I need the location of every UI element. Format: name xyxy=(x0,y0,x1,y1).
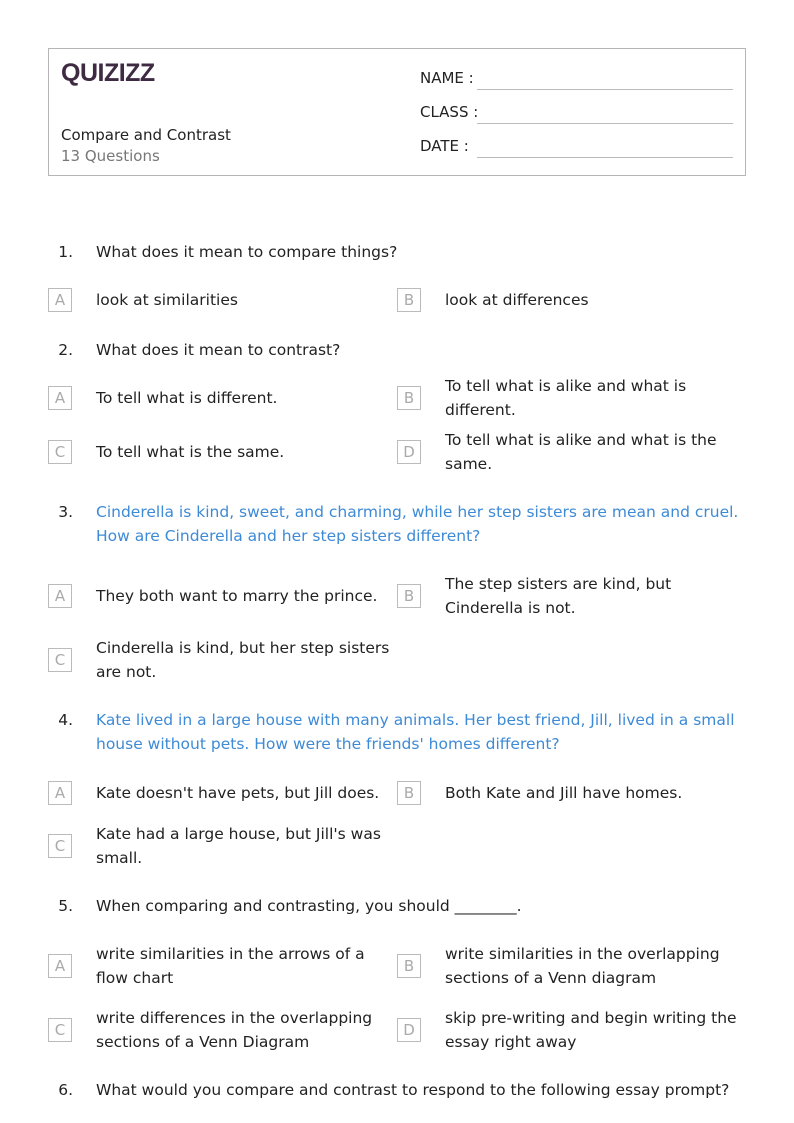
option-text[interactable]: To tell what is alike and what is different. xyxy=(445,377,687,419)
option-text[interactable]: The step sisters are kind, but Cinderella is not. xyxy=(445,575,672,617)
option-letter-box-d[interactable]: D xyxy=(397,1018,421,1042)
quizizz-logo: QUIZIZZ xyxy=(61,59,155,87)
date-label: DATE : xyxy=(420,137,469,155)
option-letter-box-b[interactable]: B xyxy=(397,584,421,608)
question-text: Cinderella is kind, sweet, and charming, while her step sisters are mean and cruel. How are Cinderella and her step sisters different? xyxy=(96,503,739,545)
option-text[interactable]: To tell what is alike and what is the same. xyxy=(445,431,717,473)
class-field[interactable] xyxy=(477,123,733,124)
option-letter-box-a[interactable]: A xyxy=(48,781,72,805)
option-text[interactable]: look at similarities xyxy=(96,291,238,309)
option-text[interactable]: write similarities in the arrows of a flow chart xyxy=(96,945,365,987)
option-letter-box-a[interactable]: A xyxy=(48,584,72,608)
option-text[interactable]: write differences in the overlapping sections of a Venn Diagram xyxy=(96,1009,373,1051)
class-label: CLASS : xyxy=(420,103,479,121)
date-field[interactable] xyxy=(477,157,733,158)
name-label: NAME : xyxy=(420,69,474,87)
question-number: 5. xyxy=(58,897,73,915)
option-letter-box-b[interactable]: B xyxy=(397,954,421,978)
worksheet-header xyxy=(48,48,746,176)
question-text: What does it mean to contrast? xyxy=(96,341,341,359)
question-count: 13 Questions xyxy=(61,147,160,165)
option-text[interactable]: write similarities in the overlapping sections of a Venn diagram xyxy=(445,945,720,987)
option-letter-box-b[interactable]: B xyxy=(397,386,421,410)
option-text[interactable]: Cinderella is kind, but her step sisters are not. xyxy=(96,639,390,681)
question-text: Kate lived in a large house with many animals. Her best friend, Jill, lived in a small house without pets. How were the friends' homes different? xyxy=(96,711,735,753)
option-letter-box-d[interactable]: D xyxy=(397,440,421,464)
question-number: 3. xyxy=(58,503,73,521)
option-letter-box-c[interactable]: C xyxy=(48,834,72,858)
option-text[interactable]: They both want to marry the prince. xyxy=(96,587,378,605)
option-letter-box-c[interactable]: C xyxy=(48,440,72,464)
question-text: What would you compare and contrast to respond to the following essay prompt? xyxy=(96,1081,730,1099)
question-text: When comparing and contrasting, you should ________. xyxy=(96,897,522,915)
option-text[interactable]: look at differences xyxy=(445,291,589,309)
option-letter-box-c[interactable]: C xyxy=(48,648,72,672)
option-letter-box-a[interactable]: A xyxy=(48,954,72,978)
worksheet-title: Compare and Contrast xyxy=(61,126,231,144)
option-letter-box-a[interactable]: A xyxy=(48,386,72,410)
option-text[interactable]: Kate doesn't have pets, but Jill does. xyxy=(96,784,380,802)
option-text[interactable]: Kate had a large house, but Jill's was small. xyxy=(96,825,381,867)
option-letter-box-a[interactable]: A xyxy=(48,288,72,312)
option-text[interactable]: Both Kate and Jill have homes. xyxy=(445,784,683,802)
question-number: 4. xyxy=(58,711,73,729)
option-letter-box-b[interactable]: B xyxy=(397,781,421,805)
option-text[interactable]: To tell what is the same. xyxy=(96,443,285,461)
name-field[interactable] xyxy=(477,89,733,90)
question-text: What does it mean to compare things? xyxy=(96,243,398,261)
question-number: 2. xyxy=(58,341,73,359)
option-text[interactable]: To tell what is different. xyxy=(96,389,278,407)
option-letter-box-b[interactable]: B xyxy=(397,288,421,312)
option-letter-box-c[interactable]: C xyxy=(48,1018,72,1042)
question-number: 1. xyxy=(58,243,73,261)
option-text[interactable]: skip pre-writing and begin writing the essay right away xyxy=(445,1009,737,1051)
question-number: 6. xyxy=(58,1081,73,1099)
